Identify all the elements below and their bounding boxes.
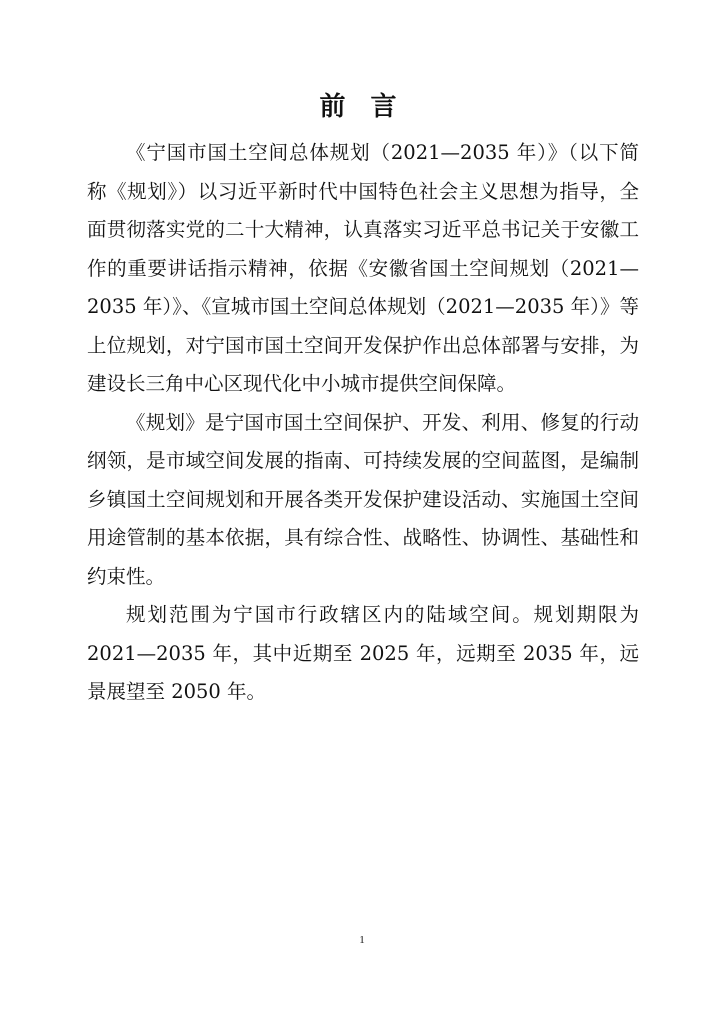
paragraph-intro: 《宁国市国土空间总体规划（2021—2035 年）》（以下简称《规划》）以习近平新时代中国特色社会主义思想为指导，全面贯彻落实党的二十大精神，认真落实习近平总书记关于安徽工作的重要讲话指示精神，依据《安徽省国土空间规划（2021—2035 年）》、《宣城市国土空间总体规划（2021—2035 年）》等上位规划，对宁国市国土空间开发保护作出总体部署与安排，为建设长三角中心区现代化中小城市提供空间保障。 (87, 141, 639, 395)
body-text (87, 134, 639, 712)
page-title: 前 言 (319, 92, 405, 122)
paragraph-scope: 规划范围为宁国市行政辖区内的陆域空间。规划期限为2021—2035 年，其中近期至 2025 年，远期至 2035 年，远景展望至 2050 年。 (87, 603, 639, 703)
page-number: 1 (359, 934, 365, 946)
paragraph-role: 《规划》是宁国市国土空间保护、开发、利用、修复的行动纲领，是市域空间发展的指南、可持续发展的空间蓝图，是编制乡镇国土空间规划和开展各类开发保护建设活动、实施国土空间用途管制的基本依据，具有综合性、战略性、协调性、基础性和约束性。 (87, 410, 639, 588)
